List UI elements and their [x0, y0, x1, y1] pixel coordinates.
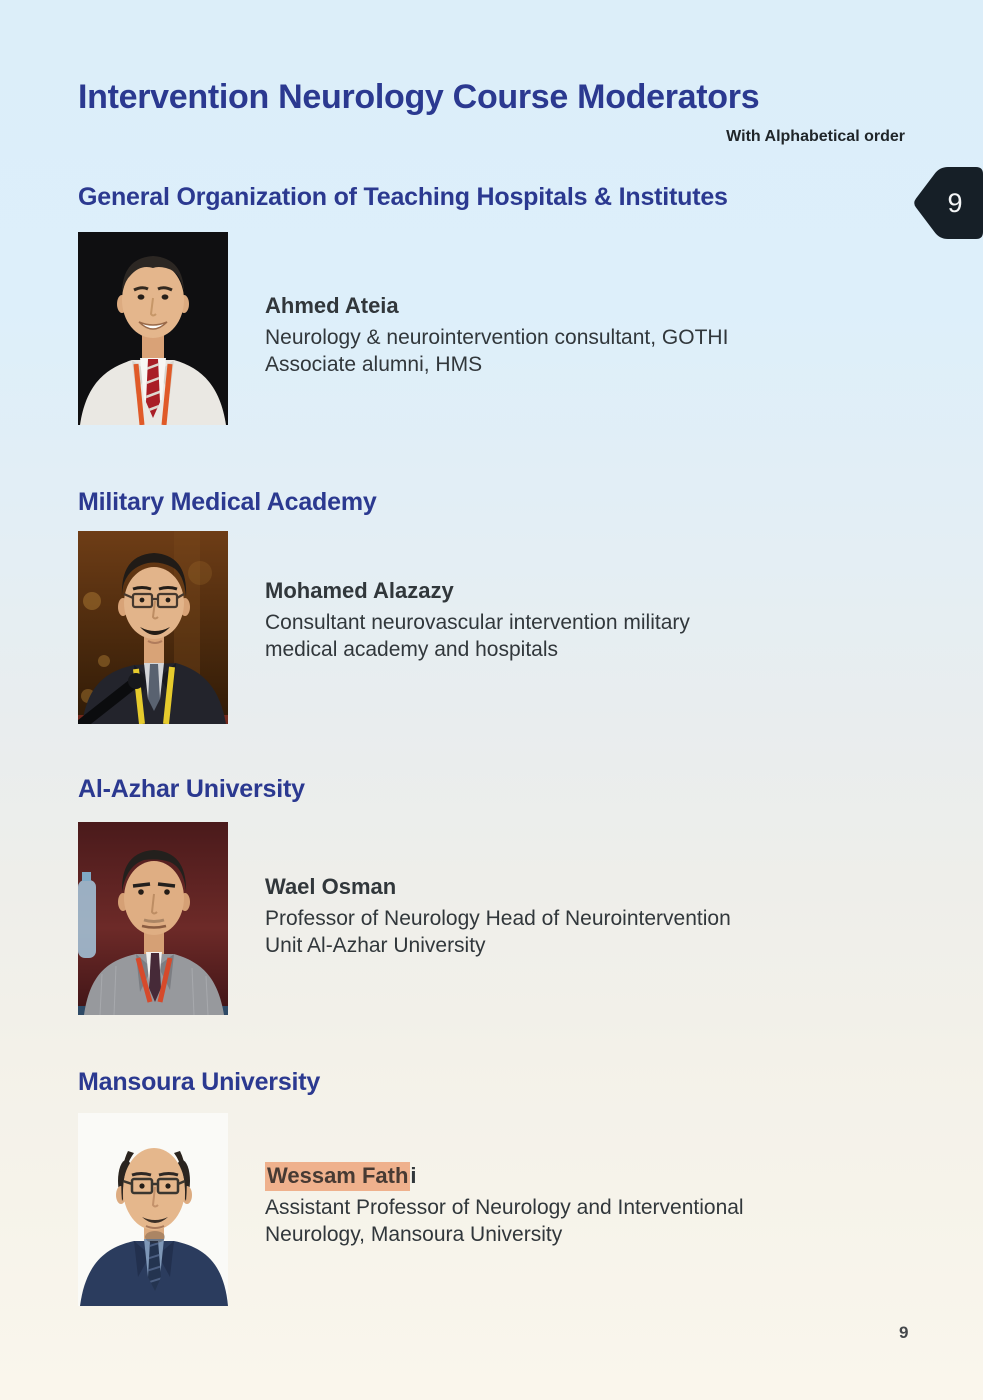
wael-osman-photo — [78, 822, 228, 1015]
moderator-info — [265, 874, 905, 959]
section-mansoura-university — [78, 1068, 938, 1246]
section-al-azhar-university — [78, 775, 938, 957]
moderator-title-line: Consultant neurovascular intervention military — [265, 611, 690, 634]
moderator-title-line: medical academy and hospitals — [265, 638, 558, 661]
moderator-title-line: Professor of Neurology Head of Neurointervention — [265, 907, 731, 930]
moderator-name-highlight: Wessam Fath — [265, 1162, 410, 1191]
moderator-name — [265, 1163, 905, 1189]
section-gothi — [78, 183, 938, 376]
moderator-title-line: Neurology & neurointervention consultant, GOTHI — [265, 326, 729, 349]
moderator-title-line: Associate alumni, HMS — [265, 353, 483, 376]
institution-heading: Mansoura University — [78, 1068, 321, 1096]
alphabetical-order-note: With Alphabetical order — [726, 128, 905, 145]
moderator-info — [265, 578, 905, 663]
mohamed-alazazy-photo — [78, 531, 228, 724]
institution-heading: General Organization of Teaching Hospitals & Institutes — [78, 183, 728, 211]
institution-heading: Military Medical Academy — [78, 488, 377, 516]
wessam-fathi-photo — [78, 1113, 228, 1306]
page-title: Intervention Neurology Course Moderators — [78, 78, 760, 116]
institution-heading: Al-Azhar University — [78, 775, 305, 803]
moderator-name: Ahmed Ateia — [265, 293, 399, 318]
page-number: 9 — [899, 1323, 909, 1342]
moderator-info — [265, 1163, 905, 1248]
section-military-medical-academy — [78, 488, 938, 661]
moderator-name-tail: i — [410, 1163, 417, 1188]
moderator-name: Mohamed Alazazy — [265, 578, 454, 603]
moderator-title-line: Assistant Professor of Neurology and Interventional — [265, 1196, 744, 1219]
tab-number: 9 — [947, 187, 963, 218]
moderator-title-line: Neurology, Mansoura University — [265, 1223, 563, 1246]
moderator-title-line: Unit Al-Azhar University — [265, 934, 486, 957]
ahmed-ateia-photo — [78, 232, 228, 425]
moderator-name: Wael Osman — [265, 874, 397, 899]
moderator-info — [265, 293, 905, 378]
